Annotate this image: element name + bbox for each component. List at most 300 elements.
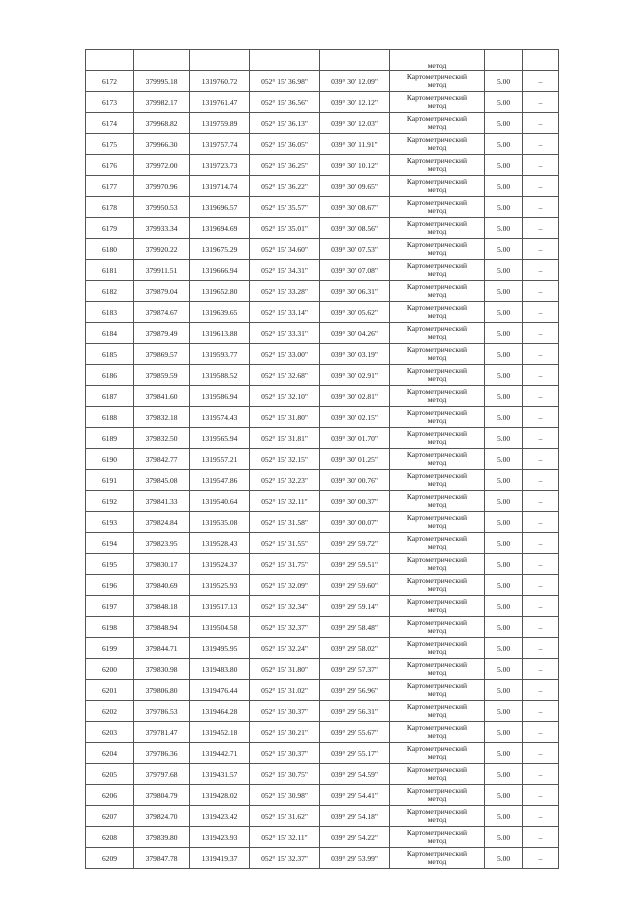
cell-lat: 052° 15' 30.75" — [250, 764, 320, 785]
cell-d: – — [523, 344, 559, 365]
cell-lon: 039° 30' 02.15" — [320, 407, 390, 428]
cell-n: 6195 — [86, 554, 134, 575]
table-row — [86, 806, 559, 827]
method-line-2: метод — [427, 80, 447, 89]
cell-lon: 039° 30' 10.12" — [320, 155, 390, 176]
method-line-1: Картометрический — [406, 471, 468, 480]
cell-n: 6208 — [86, 827, 134, 848]
cell-lon: 039° 30' 01.25" — [320, 449, 390, 470]
table-row — [86, 449, 559, 470]
method-cell — [390, 743, 485, 764]
cell-n: 6193 — [86, 512, 134, 533]
cell-lat: 052° 15' 33.00" — [250, 344, 320, 365]
cell-acc: 5.00 — [485, 596, 523, 617]
cell-x: 379832.18 — [134, 407, 190, 428]
method-line-2: метод — [427, 332, 447, 341]
coordinates-table — [85, 49, 559, 869]
cell-acc: 5.00 — [485, 113, 523, 134]
cell-y: 1319428.02 — [190, 785, 250, 806]
cell-x: 379920.22 — [134, 239, 190, 260]
cell-n: 6191 — [86, 470, 134, 491]
cell-lat: 052° 15' 33.31" — [250, 323, 320, 344]
cell-lat: 052° 15' 33.28" — [250, 281, 320, 302]
table-row — [86, 176, 559, 197]
cell-x: 379832.50 — [134, 428, 190, 449]
cell-lat: 052° 15' 30.21" — [250, 722, 320, 743]
method-line-2: метод — [427, 668, 447, 677]
cell-x: 379786.53 — [134, 701, 190, 722]
method-cell — [390, 344, 485, 365]
cell-acc: 5.00 — [485, 197, 523, 218]
method-line-2: метод — [427, 395, 447, 404]
method-line-1: Картометрический — [406, 555, 468, 564]
cell-n: 6179 — [86, 218, 134, 239]
method-cell — [390, 281, 485, 302]
cell-lon: 039° 29' 55.67" — [320, 722, 390, 743]
continued-header-row — [86, 50, 559, 71]
method-line-2: метод — [427, 290, 447, 299]
cell-acc: 5.00 — [485, 512, 523, 533]
cell-lat: 052° 15' 32.34" — [250, 596, 320, 617]
method-line-1: Картометрический — [406, 765, 468, 774]
table-row — [86, 260, 559, 281]
cell-y: 1319483.80 — [190, 659, 250, 680]
table-row — [86, 659, 559, 680]
table-row — [86, 701, 559, 722]
cell-lon: 039° 30' 02.81" — [320, 386, 390, 407]
cell-lon: 039° 30' 07.08" — [320, 260, 390, 281]
method-cell — [390, 113, 485, 134]
method-line-2: метод — [427, 773, 447, 782]
cell-acc: 5.00 — [485, 701, 523, 722]
table-row — [86, 428, 559, 449]
cell-y: 1319540.64 — [190, 491, 250, 512]
cell-n: 6189 — [86, 428, 134, 449]
table-row — [86, 764, 559, 785]
cell-y: 1319557.21 — [190, 449, 250, 470]
method-cell — [390, 71, 485, 92]
cell-lon: 039° 29' 56.31" — [320, 701, 390, 722]
method-line-1: Картометрический — [406, 450, 468, 459]
method-cell — [390, 575, 485, 596]
method-line-2: метод — [427, 836, 447, 845]
table-row — [86, 617, 559, 638]
cell-y: 1319761.47 — [190, 92, 250, 113]
cell-n: 6201 — [86, 680, 134, 701]
method-cell — [390, 386, 485, 407]
method-line-2: метод — [427, 101, 447, 110]
cell-lon: 039° 30' 03.19" — [320, 344, 390, 365]
cell-lat: 052° 15' 35.01" — [250, 218, 320, 239]
method-cell — [390, 554, 485, 575]
table-row — [86, 827, 559, 848]
cell-lat: 052° 15' 36.13" — [250, 113, 320, 134]
cell-d: – — [523, 323, 559, 344]
cell-x: 379845.08 — [134, 470, 190, 491]
cell-lon: 039° 29' 59.14" — [320, 596, 390, 617]
method-cell — [390, 197, 485, 218]
cell-acc: 5.00 — [485, 386, 523, 407]
method-cell — [390, 848, 485, 869]
method-line-1: Картометрический — [406, 576, 468, 585]
method-line-2: метод — [427, 458, 447, 467]
cell-lat: 052° 15' 36.22" — [250, 176, 320, 197]
method-cell — [390, 491, 485, 512]
cell-lat: 052° 15' 31.80" — [250, 659, 320, 680]
cell-d: – — [523, 239, 559, 260]
cell-acc: 5.00 — [485, 407, 523, 428]
cell-d: – — [523, 218, 559, 239]
cell-d: – — [523, 92, 559, 113]
table-row — [86, 407, 559, 428]
cell-acc: 5.00 — [485, 71, 523, 92]
cell-lon: 039° 29' 54.18" — [320, 806, 390, 827]
cell-d: – — [523, 659, 559, 680]
cell-x: 379982.17 — [134, 92, 190, 113]
cell-n: 6177 — [86, 176, 134, 197]
cell-acc: 5.00 — [485, 302, 523, 323]
cell-n: 6183 — [86, 302, 134, 323]
cell-x: 379823.95 — [134, 533, 190, 554]
method-line-2: метод — [427, 794, 447, 803]
cell-n: 6204 — [86, 743, 134, 764]
cell-acc: 5.00 — [485, 470, 523, 491]
cell-d: – — [523, 680, 559, 701]
method-cell — [390, 806, 485, 827]
table-row — [86, 470, 559, 491]
cell-y: 1319535.08 — [190, 512, 250, 533]
cell-y: 1319760.72 — [190, 71, 250, 92]
cell-acc: 5.00 — [485, 155, 523, 176]
method-line-2: метод — [427, 563, 447, 572]
cell-lon: 039° 29' 59.51" — [320, 554, 390, 575]
cell-x: 379848.18 — [134, 596, 190, 617]
cell-lat: 052° 15' 31.80" — [250, 407, 320, 428]
cell-lon: 039° 29' 58.48" — [320, 617, 390, 638]
method-line-2: метод — [427, 710, 447, 719]
cell-y: 1319759.89 — [190, 113, 250, 134]
cell-x: 379781.47 — [134, 722, 190, 743]
cell-x: 379824.84 — [134, 512, 190, 533]
table-row — [86, 239, 559, 260]
cell-y: 1319464.28 — [190, 701, 250, 722]
cell-lon: 039° 30' 11.91" — [320, 134, 390, 155]
method-line-1: Картометрический — [406, 366, 468, 375]
method-cell — [390, 239, 485, 260]
cell-y: 1319525.93 — [190, 575, 250, 596]
cell-y: 1319588.52 — [190, 365, 250, 386]
cell-y: 1319694.69 — [190, 218, 250, 239]
method-cell — [390, 260, 485, 281]
cell-y: 1319504.58 — [190, 617, 250, 638]
cell-lat: 052° 15' 32.11" — [250, 827, 320, 848]
cell-y: 1319423.93 — [190, 827, 250, 848]
cell-n: 6196 — [86, 575, 134, 596]
cell-x: 379966.30 — [134, 134, 190, 155]
method-line-1: Картометрический — [406, 408, 468, 417]
method-cell — [390, 659, 485, 680]
cell-y: 1319675.29 — [190, 239, 250, 260]
cell-lat: 052° 15' 32.23" — [250, 470, 320, 491]
cell-d: – — [523, 386, 559, 407]
method-line-2: метод — [427, 206, 447, 215]
cell-acc: 5.00 — [485, 323, 523, 344]
cell-lon: 039° 29' 54.59" — [320, 764, 390, 785]
method-line-2: метод — [427, 164, 447, 173]
cell-x: 379968.82 — [134, 113, 190, 134]
cell-lat: 052° 15' 33.14" — [250, 302, 320, 323]
cell-d: – — [523, 533, 559, 554]
cell-y: 1319524.37 — [190, 554, 250, 575]
cell-n: 6187 — [86, 386, 134, 407]
cell-x: 379879.04 — [134, 281, 190, 302]
cell-lat: 052° 15' 32.37" — [250, 617, 320, 638]
cell-y: 1319517.13 — [190, 596, 250, 617]
cell-lat: 052° 15' 32.15" — [250, 449, 320, 470]
cell-acc: 5.00 — [485, 743, 523, 764]
cell-y: 1319586.94 — [190, 386, 250, 407]
cell-n: 6206 — [86, 785, 134, 806]
cell-n: 6185 — [86, 344, 134, 365]
cell-lat: 052° 15' 32.10" — [250, 386, 320, 407]
cell-d: – — [523, 596, 559, 617]
method-line-1: Картометрический — [406, 93, 468, 102]
cell-lon: 039° 30' 06.31" — [320, 281, 390, 302]
cell-acc: 5.00 — [485, 617, 523, 638]
cell-d: – — [523, 71, 559, 92]
table-row — [86, 323, 559, 344]
table-row — [86, 680, 559, 701]
method-line-2: метод — [427, 269, 447, 278]
cell-x: 379869.57 — [134, 344, 190, 365]
cell-acc: 5.00 — [485, 575, 523, 596]
cell-acc: 5.00 — [485, 827, 523, 848]
cell-d: – — [523, 743, 559, 764]
cell-acc: 5.00 — [485, 659, 523, 680]
method-cell — [390, 302, 485, 323]
method-line-1: Картометрический — [406, 723, 468, 732]
cell-d: – — [523, 827, 559, 848]
method-line-2: метод — [427, 605, 447, 614]
cell-lon: 039° 30' 12.03" — [320, 113, 390, 134]
method-cell-continued: метод — [390, 50, 485, 71]
cell-lat: 052° 15' 30.37" — [250, 701, 320, 722]
cell-lat: 052° 15' 35.57" — [250, 197, 320, 218]
method-line-2: метод — [427, 500, 447, 509]
cell-n: 6209 — [86, 848, 134, 869]
method-line-2: метод — [427, 647, 447, 656]
method-cell — [390, 92, 485, 113]
cell-lat: 052° 15' 30.37" — [250, 743, 320, 764]
cell-acc: 5.00 — [485, 680, 523, 701]
cell-x: 379972.00 — [134, 155, 190, 176]
cell-lat: 052° 15' 36.05" — [250, 134, 320, 155]
cell-lat: 052° 15' 31.55" — [250, 533, 320, 554]
method-cell — [390, 638, 485, 659]
method-line-1: Картометрический — [406, 513, 468, 522]
cell-lat: 052° 15' 31.58" — [250, 512, 320, 533]
table-row — [86, 344, 559, 365]
cell-lon: 039° 30' 12.09" — [320, 71, 390, 92]
table-row — [86, 491, 559, 512]
cell-y: 1319723.73 — [190, 155, 250, 176]
cell-n: 6197 — [86, 596, 134, 617]
method-line-1: Картометрический — [406, 135, 468, 144]
cell-x: 379859.59 — [134, 365, 190, 386]
cell-n: 6186 — [86, 365, 134, 386]
table-row — [86, 365, 559, 386]
cell-x: 379830.17 — [134, 554, 190, 575]
cell-acc: 5.00 — [485, 848, 523, 869]
cell-d: – — [523, 701, 559, 722]
cell-d: – — [523, 491, 559, 512]
cell-lat: 052° 15' 30.98" — [250, 785, 320, 806]
method-cell — [390, 407, 485, 428]
method-line-2: метод — [427, 416, 447, 425]
cell-y: 1319652.80 — [190, 281, 250, 302]
table-row — [86, 113, 559, 134]
cell-x: 379824.70 — [134, 806, 190, 827]
cell-acc: 5.00 — [485, 134, 523, 155]
cell-n: 6205 — [86, 764, 134, 785]
cell-n: 6190 — [86, 449, 134, 470]
method-line-2: метод — [427, 752, 447, 761]
method-line-1: Картометрический — [406, 639, 468, 648]
table-row — [86, 218, 559, 239]
method-line-2: метод — [427, 227, 447, 236]
cell-acc: 5.00 — [485, 764, 523, 785]
cell-d: – — [523, 848, 559, 869]
cell-x: 379830.98 — [134, 659, 190, 680]
method-line-1: Картометрический — [406, 660, 468, 669]
cell-acc: 5.00 — [485, 638, 523, 659]
table-row — [86, 302, 559, 323]
cell-n: 6202 — [86, 701, 134, 722]
cell-acc: 5.00 — [485, 176, 523, 197]
cell-lon: 039° 29' 56.96" — [320, 680, 390, 701]
cell-n: 6198 — [86, 617, 134, 638]
table-row — [86, 386, 559, 407]
cell-lon: 039° 29' 57.37" — [320, 659, 390, 680]
cell-d: – — [523, 806, 559, 827]
table-row — [86, 722, 559, 743]
method-cell — [390, 512, 485, 533]
cell-lon: 039° 30' 08.67" — [320, 197, 390, 218]
cell-n: 6180 — [86, 239, 134, 260]
cell-lon: 039° 29' 58.02" — [320, 638, 390, 659]
method-line-1: Картометрический — [406, 429, 468, 438]
cell-y: 1319547.86 — [190, 470, 250, 491]
cell-n: 6181 — [86, 260, 134, 281]
cell-n: 6184 — [86, 323, 134, 344]
cell-x: 379879.49 — [134, 323, 190, 344]
method-cell — [390, 428, 485, 449]
table-row — [86, 512, 559, 533]
cell-x: 379841.33 — [134, 491, 190, 512]
cell-d: – — [523, 176, 559, 197]
cell-lat: 052° 15' 32.68" — [250, 365, 320, 386]
cell-lat: 052° 15' 32.09" — [250, 575, 320, 596]
method-line-1: Картометрический — [406, 303, 468, 312]
cell-d: – — [523, 785, 559, 806]
cell-x: 379844.71 — [134, 638, 190, 659]
cell-acc: 5.00 — [485, 281, 523, 302]
method-line-2: метод — [427, 143, 447, 152]
cell-n: 6178 — [86, 197, 134, 218]
cell-x: 379806.80 — [134, 680, 190, 701]
method-cell — [390, 533, 485, 554]
cell-lon: 039° 29' 54.41" — [320, 785, 390, 806]
cell-d: – — [523, 197, 559, 218]
cell-x: 379842.77 — [134, 449, 190, 470]
method-line-1: Картометрический — [406, 702, 468, 711]
table-row — [86, 197, 559, 218]
method-line-1: Картометрический — [406, 282, 468, 291]
cell-x: 379848.94 — [134, 617, 190, 638]
method-line-2: метод — [427, 311, 447, 320]
cell-n: 6194 — [86, 533, 134, 554]
method-line-2: метод — [427, 584, 447, 593]
cell-y: 1319757.74 — [190, 134, 250, 155]
cell-x: 379847.78 — [134, 848, 190, 869]
cell-lon: 039° 29' 59.60" — [320, 575, 390, 596]
method-line-2: метод — [427, 857, 447, 866]
cell-lon: 039° 30' 00.37" — [320, 491, 390, 512]
cell-acc: 5.00 — [485, 428, 523, 449]
method-line-1: Картометрический — [406, 198, 468, 207]
method-line-2: метод — [427, 353, 447, 362]
cell-y: 1319423.42 — [190, 806, 250, 827]
cell-d: – — [523, 722, 559, 743]
cell-d: – — [523, 470, 559, 491]
method-line-2: метод — [427, 689, 447, 698]
method-cell — [390, 176, 485, 197]
cell-lat: 052° 15' 36.25" — [250, 155, 320, 176]
method-line-2: метод — [427, 626, 447, 635]
cell-y: 1319593.77 — [190, 344, 250, 365]
cell-n: 6207 — [86, 806, 134, 827]
method-line-2: метод — [427, 542, 447, 551]
cell-d: – — [523, 617, 559, 638]
cell-lon: 039° 30' 04.26" — [320, 323, 390, 344]
cell-lon: 039° 29' 54.22" — [320, 827, 390, 848]
cell-n: 6175 — [86, 134, 134, 155]
cell-d: – — [523, 638, 559, 659]
cell-lon: 039° 30' 01.70" — [320, 428, 390, 449]
cell-acc: 5.00 — [485, 92, 523, 113]
cell-x: 379874.67 — [134, 302, 190, 323]
cell-y: 1319613.88 — [190, 323, 250, 344]
cell-x: 379970.96 — [134, 176, 190, 197]
cell-n: 6176 — [86, 155, 134, 176]
method-cell — [390, 701, 485, 722]
cell-y: 1319666.94 — [190, 260, 250, 281]
cell-lat: 052° 15' 32.11" — [250, 491, 320, 512]
method-cell — [390, 596, 485, 617]
method-line-1: Картометрический — [406, 534, 468, 543]
method-line-1: Картометрический — [406, 492, 468, 501]
table-row — [86, 785, 559, 806]
cell-lon: 039° 30' 12.12" — [320, 92, 390, 113]
cell-d: – — [523, 449, 559, 470]
cell-d: – — [523, 575, 559, 596]
cell-y: 1319639.65 — [190, 302, 250, 323]
method-line-1: Картометрический — [406, 240, 468, 249]
cell-acc: 5.00 — [485, 806, 523, 827]
method-line-2: метод — [427, 374, 447, 383]
cell-lon: 039° 29' 55.17" — [320, 743, 390, 764]
cell-lat: 052° 15' 31.81" — [250, 428, 320, 449]
